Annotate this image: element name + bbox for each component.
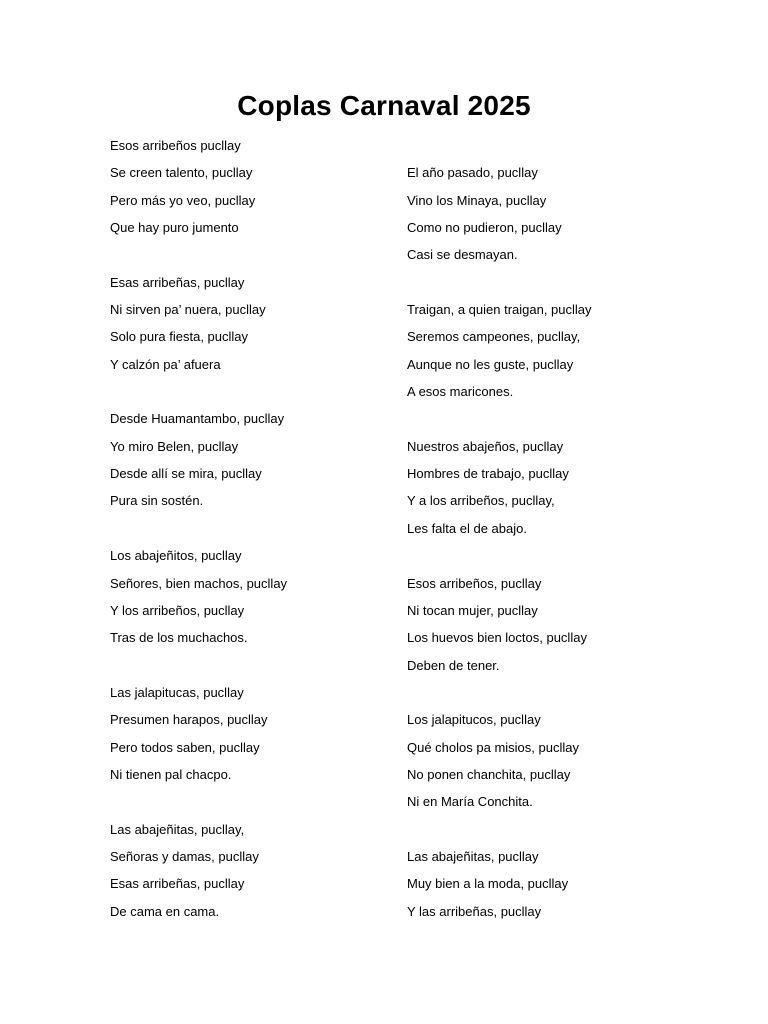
verse-line: Ni tocan mujer, pucllay (407, 602, 538, 618)
verse-line: Les falta el de abajo. (407, 520, 527, 536)
verse-line: Esas arribeñas, pucllay (110, 876, 245, 892)
verse-line: Señoras y damas, pucllay (110, 848, 259, 864)
verse-line: Se creen talento, pucllay (110, 165, 253, 181)
verse-line: Y las arribeñas, pucllay (407, 903, 542, 919)
stanza-spacer (407, 136, 707, 163)
verse-line: Aunque no les guste, pucllay (407, 356, 574, 372)
verse-line: Yo miro Belen, pucllay (110, 438, 239, 454)
verse-line: No ponen chanchita, pucllay (407, 766, 571, 782)
verse-line: Ni sirven pa’ nuera, pucllay (110, 302, 266, 318)
verse-line: Nuestros abajeños, pucllay (407, 438, 564, 454)
verse-line: Y calzón pa’ afuera (110, 356, 221, 372)
verse-line: Las abajeñitas, pucllay, (110, 821, 245, 837)
verse-line: Solo pura fiesta, pucllay (110, 329, 249, 345)
verse-line: Traigan, a quien traigan, pucllay (407, 302, 592, 318)
verse-line: Desde allí se mira, pucllay (110, 466, 262, 482)
stanza-spacer (407, 409, 707, 436)
verse-line: Casi se desmayan. (407, 247, 518, 263)
stanza-spacer (110, 519, 390, 546)
verse-line: De cama en cama. (110, 903, 220, 919)
verse-line: Y a los arribeños, pucllay, (407, 493, 555, 509)
verse-line: Seremos campeones, pucllay, (407, 329, 581, 345)
stanza-spacer (110, 792, 390, 819)
stanza-spacer (110, 245, 390, 272)
verse-line: Los jalapitucos, pucllay (407, 712, 541, 728)
verse-line: Hombres de trabajo, pucllay (407, 466, 569, 482)
verse-line: Los abajeñitos, pucllay (110, 548, 242, 564)
stanza-spacer (407, 683, 707, 710)
verse-line: Pero todos saben, pucllay (110, 739, 260, 755)
right-verse-column (407, 136, 707, 929)
stanza-spacer (407, 273, 707, 300)
verse-line: El año pasado, pucllay (407, 165, 538, 181)
verse-line: A esos maricones. (407, 384, 514, 400)
stanza-spacer (110, 656, 390, 683)
verse-line: Esos arribeños pucllay (110, 138, 241, 153)
verse-line: Deben de tener. (407, 657, 500, 673)
stanza-spacer (110, 382, 390, 409)
verse-line: Pero más yo veo, pucllay (110, 192, 256, 208)
verse-line: Desde Huamantambo, pucllay (110, 411, 285, 427)
verse-line: Los huevos bien loctos, pucllay (407, 630, 587, 646)
verse-line: Ni en María Conchita. (407, 794, 533, 810)
verse-line: Qué cholos pa misios, pucllay (407, 739, 579, 755)
document-title: Coplas Carnaval 2025 (237, 90, 531, 121)
verse-line: Las abajeñitas, pucllay (407, 848, 539, 864)
verse-line: Las jalapitucas, pucllay (110, 684, 244, 700)
verse-line: Presumen harapos, pucllay (110, 712, 268, 728)
verse-line: Esas arribeñas, pucllay (110, 274, 245, 290)
left-verse-column (110, 136, 390, 929)
stanza-spacer (407, 546, 707, 573)
verse-line: Como no pudieron, pucllay (407, 220, 562, 236)
verse-line: Que hay puro jumento (110, 220, 239, 236)
verse-line: Vino los Minaya, pucllay (407, 192, 547, 208)
verse-line: Esos arribeños, pucllay (407, 575, 542, 591)
verse-line: Y los arribeños, pucllay (110, 602, 245, 618)
stanza-spacer (407, 820, 707, 847)
verse-line: Señores, bien machos, pucllay (110, 575, 288, 591)
verse-line: Ni tienen pal chacpo. (110, 766, 232, 782)
verse-line: Tras de los muchachos. (110, 630, 248, 646)
verse-line: Pura sin sostén. (110, 493, 204, 509)
verse-line: Muy bien a la moda, pucllay (407, 876, 569, 892)
